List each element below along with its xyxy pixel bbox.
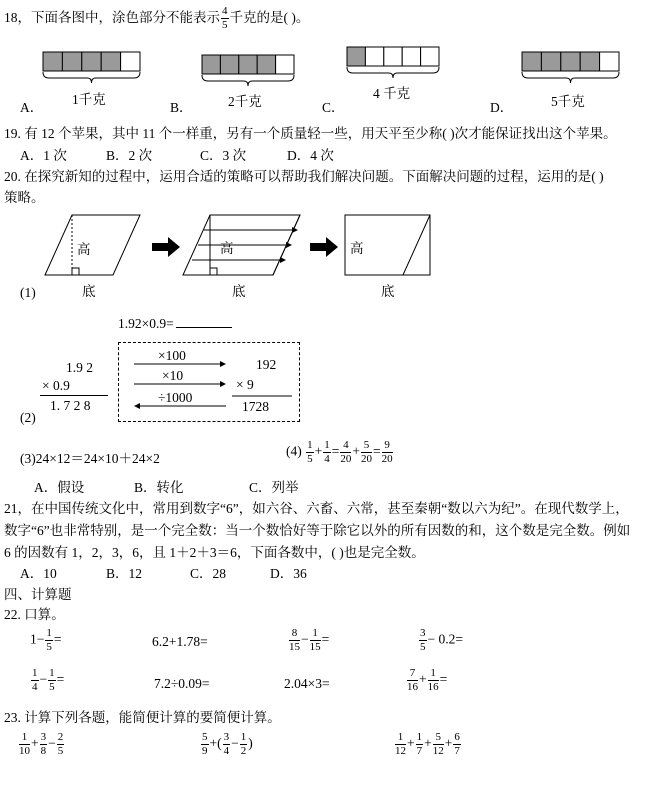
q18-bar-cell (421, 47, 439, 66)
q18-bar-cell (82, 52, 101, 71)
q18-bar-cell (220, 55, 238, 74)
q18-bar-cell (347, 47, 365, 66)
q18-bar-cell (365, 47, 383, 66)
fig2-arrow2-label: ×10 (162, 368, 184, 383)
q19-option-a: A．1 次 (20, 148, 67, 163)
q19-option-c: C．3 次 (200, 148, 247, 163)
fig1-height-label-3: 高 (350, 241, 364, 256)
q19-option-b: B．2 次 (106, 148, 153, 163)
q20-stem-cont: 策略。 (4, 190, 45, 205)
q23-expr2: $\frac{5}{9}$ +( $\frac{3}{4}$ − $\frac{1}{2}$ ) (202, 731, 253, 757)
q18-brace (347, 67, 439, 78)
q21-option-d: D．36 (270, 566, 307, 581)
fig3-equation: (3)24×12＝24×10＋24×2 (20, 451, 160, 466)
fig2-left-top: 1.9 2 (66, 360, 93, 375)
q21-option-c: C．28 (190, 566, 227, 581)
q18-option-c-letter: C． (322, 100, 345, 115)
q22-r2c2: 7.2÷0.09= (154, 676, 210, 691)
q18-bar-cell (402, 47, 420, 66)
q20-fig1-diagram (0, 205, 657, 305)
q18-brace (43, 72, 140, 83)
fig2-tag: (2) (20, 410, 36, 425)
q21-option-b: B．12 (106, 566, 143, 581)
q18-bar-cell (541, 52, 560, 71)
q18-bar-cell (600, 52, 619, 71)
section-title: 四、计算题 (4, 587, 72, 602)
q19-stem: 19. 有 12 个苹果，其中 11 个一样重，另有一个质量轻一些，用天平至少称( )次才能保证找出这个苹果。 (4, 126, 617, 141)
q18-brace (202, 75, 294, 86)
q20-stem: 20. 在探究新知的过程中，运用合适的策略可以帮助我们解决问题。下面解决问题的过程，运用的是( ) (4, 169, 604, 184)
q18-option-d-letter: D． (490, 100, 514, 115)
q20-option-b: B．转化 (134, 480, 184, 495)
q18-bar-cell (202, 55, 220, 74)
fig2-right-result: 1728 (242, 399, 269, 414)
fig2-arrow1-label: ×100 (158, 348, 186, 363)
q22-r1c3: $\frac{8}{15}$ − $\frac{1}{15}$ = (289, 627, 330, 653)
q19-option-d: D．4 次 (287, 148, 334, 163)
q18-option-b-label: 2千克 (228, 94, 262, 109)
q18-bar-cell (384, 47, 402, 66)
q18-bar-cell (101, 52, 120, 71)
q18-brace (522, 72, 619, 83)
q23-expr3: $\frac{1}{12}$ + $\frac{1}{7}$ + $\frac{5}{12}$ + $\frac{6}{7}$ (395, 731, 460, 757)
q18-bar-cell (257, 55, 275, 74)
q18-option-d-label: 5千克 (551, 94, 585, 109)
q18-bar-cell (239, 55, 257, 74)
q20-option-a: A．假设 (34, 480, 85, 495)
q18-option-a-letter: A． (20, 100, 44, 115)
q22-r1c2: 6.2+1.78= (152, 634, 208, 649)
q22-r2c3: 2.04×3= (284, 676, 330, 691)
q21-option-a: A．10 (20, 566, 57, 581)
fig4-equation: (4) $\frac{1}{5}$ + $\frac{1}{4}$ = $\frac{4}{20}$ + $\frac{5}{20}$ = $\frac{9}{20}$ (286, 439, 393, 465)
fig1-height-label-1: 高 (77, 242, 91, 257)
fig1-base-label-1: 底 (82, 284, 96, 299)
q22-title: 22. 口算。 (4, 607, 65, 622)
q18-bar-cell (522, 52, 541, 71)
q18-stem: 18，下面各图中，涂色部分不能表示 $\frac{4}{5}$ 千克的是( )。 (4, 5, 310, 32)
fig2-right-mult: × 9 (236, 377, 254, 392)
fig2-left-mult: × 0.9 (42, 378, 70, 393)
q18-bar-cell (43, 52, 62, 71)
q18-bar-cell (561, 52, 580, 71)
q23-title: 23. 计算下列各题，能简便计算的要简便计算。 (4, 710, 281, 725)
fig1-height-label-2: 高 (220, 241, 234, 256)
q18-bar-cell (121, 52, 140, 71)
q22-r1c1: 1− $\frac{1}{5}$ = (30, 627, 62, 653)
fig1-tag: (1) (20, 285, 36, 300)
q22-r1c4: $\frac{3}{5}$ − 0.2= (420, 627, 463, 653)
q22-r2c4: $\frac{7}{16}$ + $\frac{1}{16}$ = (407, 667, 448, 693)
q18-bar-cell (580, 52, 599, 71)
q18-bar-cell (276, 55, 294, 74)
q18-option-a-label: 1千克 (72, 92, 106, 107)
q22-r2c1: $\frac{1}{4}$ − $\frac{1}{5}$ = (32, 667, 65, 693)
fig2-arrows (0, 340, 657, 440)
q23-expr1: $\frac{1}{10}$ + $\frac{3}{8}$ − $\frac{2}{5}$ (19, 731, 64, 757)
fig1-base-label-2: 底 (232, 284, 246, 299)
fig2-right-top: 192 (256, 357, 277, 372)
q18-bar-cell (62, 52, 81, 71)
q18-option-c-label: 4 千克 (373, 86, 411, 101)
q21-line3: 6 的因数有 1，2，3，6，且 1＋2＋3＝6，下面各数中，( )也是完全数。 (4, 545, 425, 560)
fig2-arrow3-label: ÷1000 (158, 390, 193, 405)
q21-line1: 21，在中国传统文化中，常用到数字“6”，如六谷、六畜、六常，甚至秦朝“数以六为纪”。在现代数学上， (4, 501, 629, 516)
fig2-left-result: 1. 7 2 8 (50, 398, 91, 413)
q18-option-b-letter: B． (170, 100, 193, 115)
fig1-base-label-3: 底 (381, 284, 395, 299)
q20-option-c: C．列举 (249, 480, 299, 495)
q21-line2: 数字“6”也非常特别，是一个完全数：当一个数恰好等于除它以外的所有因数的和，这个数是完全数。例如 (4, 523, 631, 538)
fig2-equation: 1.92×0.9= (118, 316, 232, 332)
